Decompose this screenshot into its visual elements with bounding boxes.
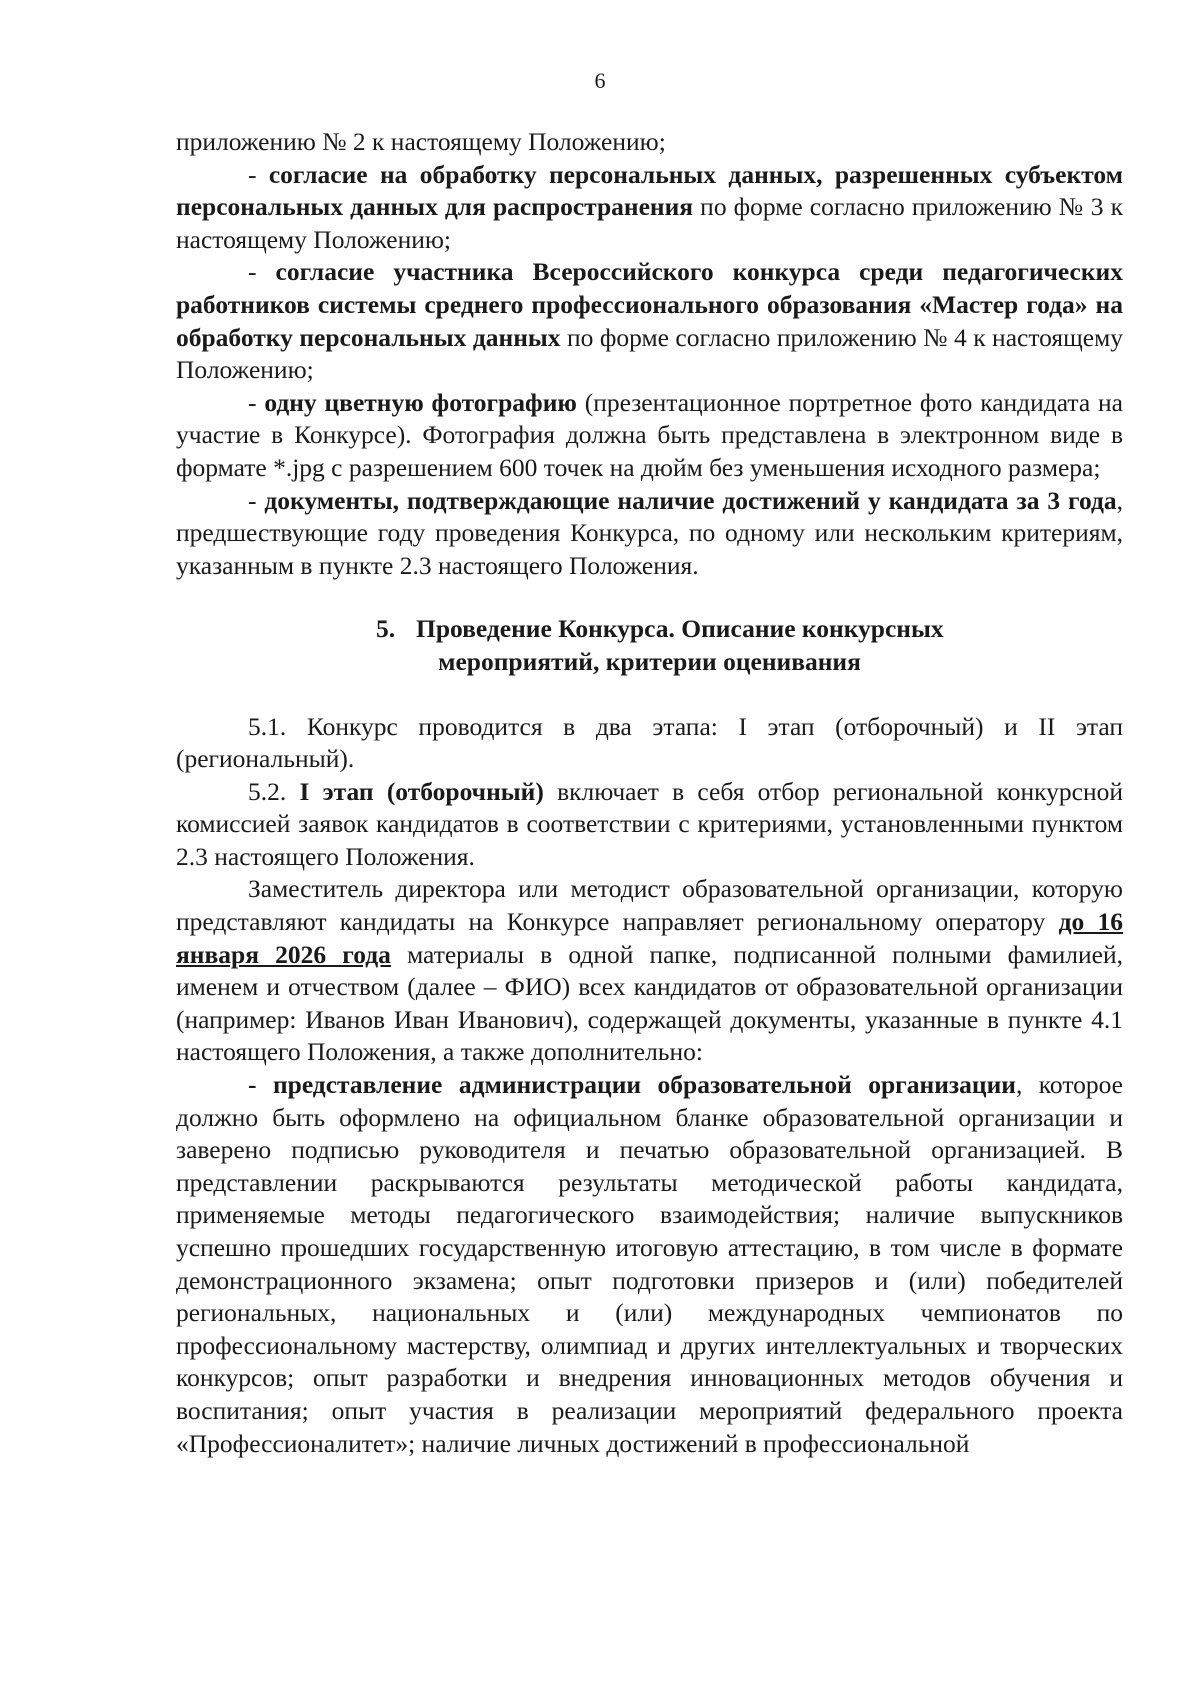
section-heading [176, 613, 1123, 678]
list-dash: - [248, 485, 265, 515]
list-item-bold: согласие на обработку персональных данных, разрешенных субъектом персональных данных для распространения [176, 159, 1123, 222]
list-item-text: (презентационное портретное фото кандидата на участие в Конкурсе). Фотография должна быть представлена в электронном виде в формате *.jpg с разрешением 600 точек на дюйм без уменьшения исходного размера; [176, 387, 1123, 482]
paragraph-number: 5.2. [248, 776, 300, 806]
paragraph-text: материалы в одной папке, подписанной полными фамилией, именем и отчеством (далее – ФИО) всех кандидатов от образовательной организации (например: Иванов Иван Иванович), содержащей документы, указанные в пункте 4.1 настоящего Положения, а также дополнительно: [176, 939, 1123, 1067]
paragraph-bold: - представление администрации образовательной организации [248, 1070, 1016, 1100]
list-item-bold: документы, подтверждающие наличие достижений у кандидата за 3 года [264, 485, 1117, 515]
section-title-line1: Проведение Конкурса. Описание конкурсных [416, 614, 944, 644]
document-body [176, 126, 1123, 1460]
list-item-text: , предшествующие году проведения Конкурса, по одному или нескольким критериям, указанным в пункте 2.3 настоящего Положения. [176, 485, 1123, 580]
paragraph-deputy-director [176, 873, 1123, 1069]
section-heading-line1 [176, 613, 1123, 646]
list-dash: - [248, 257, 276, 287]
paragraph-text: , которое должно быть оформлено на официальном бланке образовательной организации и заверено подписью руководителя и печатью образовательной организацией. В представлении раскрываются результаты методической работы кандидата, применяемые методы педагогического взаимодействия; наличие выпускников успешно прошедших государственную итоговую аттестацию, в том числе в формате демонстрационного экзамена; опыт подготовки призеров и (или) победителей региональных, национальных и (или) международных чемпионатов по профессиональному мастерству, олимпиад и других интеллектуальных и творческих конкурсов; опыт разработки и внедрения инновационных методов обучения и воспитания; опыт участия в реализации мероприятий федерального проекта «Профессионалитет»; наличие личных достижений в профессиональной [176, 1070, 1124, 1458]
list-item-consent-distribution [176, 159, 1123, 257]
spacer [176, 679, 1123, 711]
list-item-text: приложению № 2 к настоящему Положению; [176, 127, 666, 156]
list-item-bold: согласие участника Всероссийского конкурса среди педагогических работников системы среднего профессионального образования «Мастер года» на обработку персональных данных [176, 257, 1123, 352]
deadline-date: до 16 января 2026 года [176, 907, 1123, 969]
list-item-text: по форме согласно приложению № 4 к настоящему Положению; [176, 322, 1123, 385]
list-item-achievements [176, 485, 1123, 583]
paragraph-text: Заместитель директора или методист образовательной организации, которую представляют кандидаты на Конкурсе направляет региональному оператору [176, 874, 1123, 937]
list-dash: - [248, 387, 265, 417]
list-item-consent-participant [176, 256, 1123, 386]
paragraph-bold: I этап (отборочный) [299, 776, 544, 806]
list-item-photo [176, 387, 1123, 485]
list-item-continuation [176, 126, 1123, 159]
paragraph-admin-recommendation [176, 1069, 1123, 1460]
list-item-bold: одну цветную фотографию [264, 387, 577, 417]
paragraph-5-2 [176, 776, 1123, 874]
list-item-text: по форме согласно приложению № 3 к настоящему Положению; [176, 192, 1123, 254]
page-number: 6 [594, 68, 606, 93]
section-number: 5. [376, 614, 396, 644]
paragraph-5-1: 5.1. Конкурс проводится в два этапа: I этап (отборочный) и II этап (региональный). [176, 711, 1123, 774]
list-dash: - [248, 159, 269, 189]
paragraph-text: включает в себя отбор региональной конкурсной комиссией заявок кандидатов в соответствии с критериями, установленными пунктом 2.3 настоящего Положения. [176, 776, 1124, 871]
section-title-line2: мероприятий, критерии оценивания [438, 646, 861, 676]
spacer [176, 582, 1123, 613]
section-heading-line2 [176, 646, 1123, 679]
